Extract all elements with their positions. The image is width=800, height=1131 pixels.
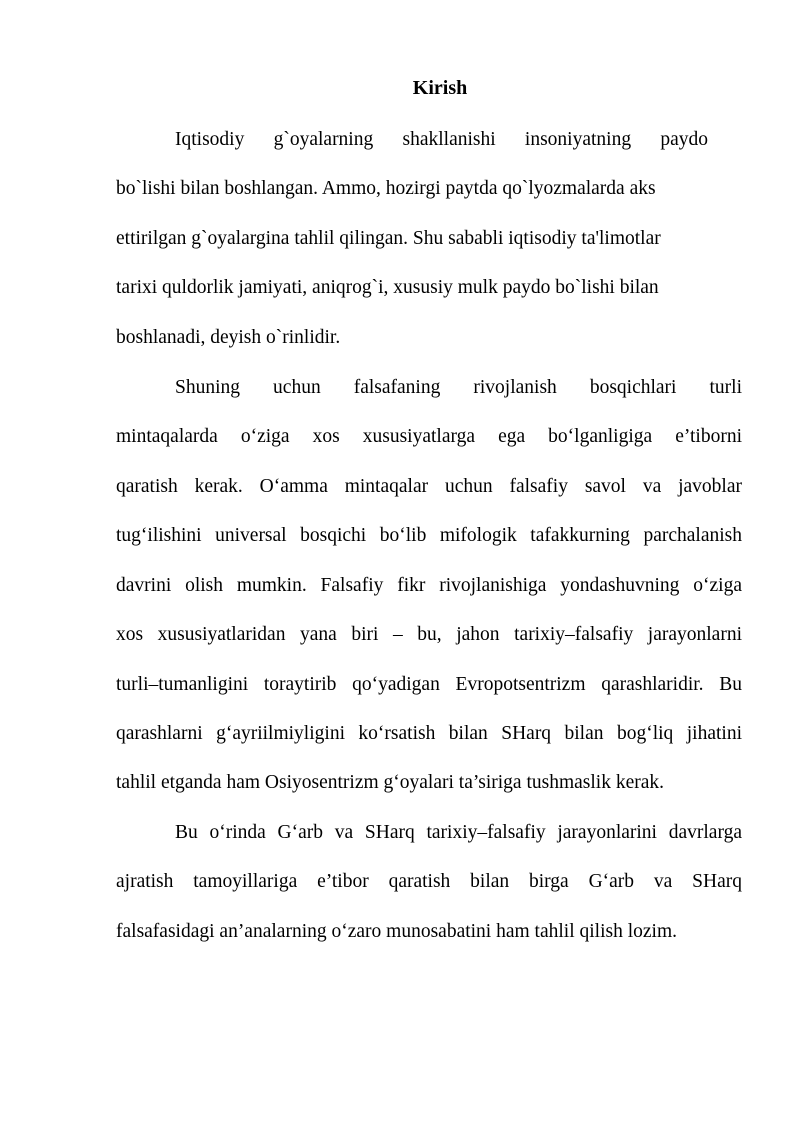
paragraph-line: tug‘ilishini universal bosqichi bo‘lib mifologik tafakkurning parchalanish	[116, 525, 742, 546]
paragraph-line: davrini olish mumkin. Falsafiy fikr rivojlanishiga yondashuvning o‘ziga	[116, 575, 742, 596]
paragraph-line: ettirilgan g`oyalargina tahlil qilingan. Shu sababli iqtisodiy ta'limotlar	[116, 228, 661, 249]
paragraph-line: Bu o‘rinda G‘arb va SHarq tarixiy–falsafiy jarayonlarini davrlarga	[175, 822, 742, 843]
paragraph-line: falsafasidagi an’analarning o‘zaro munosabatini ham tahlil qilish lozim.	[116, 921, 677, 942]
page-title: Kirish	[412, 77, 468, 99]
paragraph-line: tahlil etganda ham Osiyosentrizm g‘oyalari ta’siriga tushmaslik kerak.	[116, 772, 665, 793]
paragraph-line: ajratish tamoyillariga e’tibor qaratish bilan birga G‘arb va SHarq	[116, 871, 742, 892]
paragraph-line: Iqtisodiy g`oyalarning shakllanishi insoniyatning paydo	[175, 129, 708, 150]
paragraph-line: xos xususiyatlaridan yana biri – bu, jahon tarixiy–falsafiy jarayonlarni	[116, 624, 742, 645]
paragraph-line: bo`lishi bilan boshlangan. Ammo, hozirgi paytda qo`lyozmalarda aks	[116, 178, 656, 199]
paragraph-line: boshlanadi, deyish o`rinlidir.	[116, 327, 341, 348]
paragraph-line: tarixi quldorlik jamiyati, aniqrog`i, xususiy mulk paydo bo`lishi bilan	[116, 277, 659, 298]
paragraph-line: qarashlarni g‘ayriilmiyligini ko‘rsatish bilan SHarq bilan bog‘liq jihatini	[116, 723, 742, 744]
paragraph-line: Shuning uchun falsafaning rivojlanish bosqichlari turli	[175, 377, 742, 398]
paragraph-line: qaratish kerak. O‘amma mintaqalar uchun falsafiy savol va javoblar	[116, 476, 742, 497]
paragraph-line: mintaqalarda o‘ziga xos xususiyatlarga ega bo‘lganligiga e’tiborni	[116, 426, 742, 447]
paragraph-line: turli–tumanligini toraytirib qo‘yadigan Evropotsentrizm qarashlaridir. Bu	[116, 674, 742, 695]
